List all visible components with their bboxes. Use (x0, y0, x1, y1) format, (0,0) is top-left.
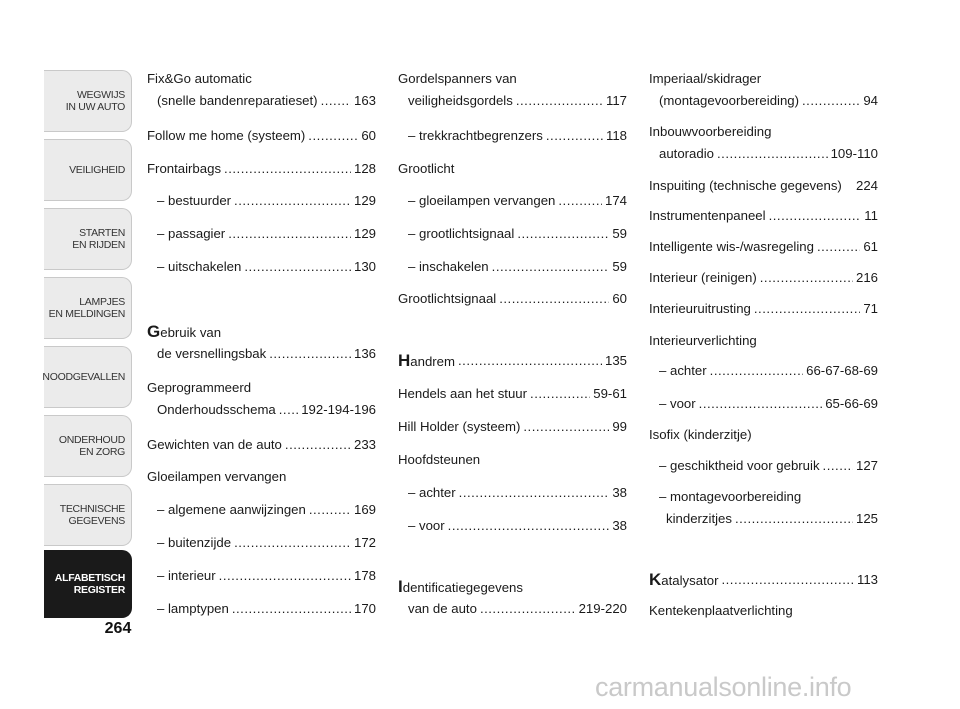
index-entry: Hendels aan het stuur ..... 59-61 (398, 384, 627, 404)
index-entry: Hill Holder (systeem) ..... 99 (398, 417, 627, 437)
tab-onderhoud[interactable]: ONDERHOUD EN ZORG (44, 415, 132, 477)
index-entry: (montagevoorbereiding) ..... 94 (649, 91, 878, 111)
letter-initial: H (398, 351, 411, 370)
index-entry: de versnellingsbak ..... 136 (147, 344, 376, 364)
index-entry: Fix&Go automatic (147, 71, 252, 86)
index-entry: Gewichten van de auto ..... 233 (147, 435, 376, 455)
letter-initial: G (147, 322, 161, 341)
index-entry: Inspuiting (technische gegevens) 224 (649, 178, 878, 193)
index-entry: – lamptypen ..... 170 (147, 599, 376, 619)
index-entry: – uitschakelen ..... 130 (147, 257, 376, 277)
index-entry: – interieur ..... 178 (147, 566, 376, 586)
index-entry: – passagier ..... 129 (147, 224, 376, 244)
index-entry: Gordelspanners van (398, 71, 517, 86)
index-entry: Inbouwvoorbereiding (649, 124, 772, 139)
index-entry: Kentekenplaatverlichting (649, 603, 793, 618)
index-entry: Gloeilampen vervangen (147, 469, 287, 484)
index-entry: Isofix (kinderzitje) (649, 427, 752, 442)
index-entry: – algemene aanwijzingen ..... 169 (147, 500, 376, 520)
index-entry: – bestuurder ..... 129 (147, 191, 376, 211)
tab-lampjes[interactable]: LAMPJES EN MELDINGEN (44, 277, 132, 339)
index-entry: Frontairbags ..... 128 (147, 159, 376, 179)
tab-noodgevallen[interactable]: NOODGEVALLEN (44, 346, 132, 408)
index-entry: veiligheidsgordels ..... 117 (398, 91, 627, 111)
index-entry: – voor ..... 38 (398, 516, 627, 536)
index-entry: Grootlichtsignaal ..... 60 (398, 289, 627, 309)
index-entry: – grootlichtsignaal ..... 59 (398, 224, 627, 244)
index-entry: – inschakelen ..... 59 (398, 257, 627, 277)
index-entry: Identificatiegegevens (398, 577, 523, 596)
index-entry: Hoofdsteunen (398, 452, 481, 467)
watermark: carmanualsonline.info (595, 672, 852, 702)
index-entry: – geschiktheid voor gebruik ..... 127 (649, 456, 878, 476)
tab-veiligheid[interactable]: VEILIGHEID (44, 139, 132, 201)
tab-technische-gegevens[interactable]: TECHNISCHE GEGEVENS (44, 484, 132, 546)
index-entry: Imperiaal/skidrager (649, 71, 762, 86)
index-entry: – buitenzijde ..... 172 (147, 533, 376, 553)
page-number: 264 (104, 620, 132, 637)
index-entry: Interieurverlichting (649, 333, 757, 348)
index-entry: – achter ..... 38 (398, 483, 627, 503)
index-entry: Gebruik van (147, 322, 222, 341)
index-entry: Grootlicht (398, 161, 455, 176)
index-entry: (snelle bandenreparatieset) ..... 163 (147, 91, 376, 111)
index-entry: – voor ..... 65-66-69 (649, 394, 878, 414)
tab-starten[interactable]: STARTEN EN RIJDEN (44, 208, 132, 270)
index-entry: – montagevoorbereiding (659, 489, 802, 504)
index-entry: van de auto ..... 219-220 (398, 599, 627, 619)
index-entry: – achter ..... 66-67-68-69 (649, 361, 878, 381)
index-entry: Instrumentenpaneel ..... 11 (649, 206, 878, 226)
index-entry: Katalysator ..... 113 (649, 570, 878, 590)
index-entry: Interieuruitrusting ..... 71 (649, 299, 878, 319)
letter-initial: K (649, 570, 662, 589)
index-entry: – gloeilampen vervangen ..... 174 (398, 191, 627, 211)
letter-initial: I (398, 577, 403, 596)
index-entry: Follow me home (systeem) ..... 60 (147, 126, 376, 146)
index-entry: Handrem ..... 135 (398, 351, 627, 371)
index-entry: – trekkrachtbegrenzers ..... 118 (398, 126, 627, 146)
index-entry: Onderhoudsschema ..... 192-194-196 (147, 400, 376, 420)
tab-wegwijs[interactable]: WEGWIJS IN UW AUTO (44, 70, 132, 132)
index-entry: kinderzitjes ..... 125 (649, 509, 878, 529)
index-entry: Intelligente wis-/wasregeling ..... 61 (649, 237, 878, 257)
index-entry: autoradio ..... 109-110 (649, 144, 878, 164)
index-entry: Interieur (reinigen) ..... 216 (649, 268, 878, 288)
tab-alfabetisch-register[interactable]: ALFABETISCH REGISTER (44, 550, 132, 618)
index-entry: Geprogrammeerd (147, 380, 252, 395)
